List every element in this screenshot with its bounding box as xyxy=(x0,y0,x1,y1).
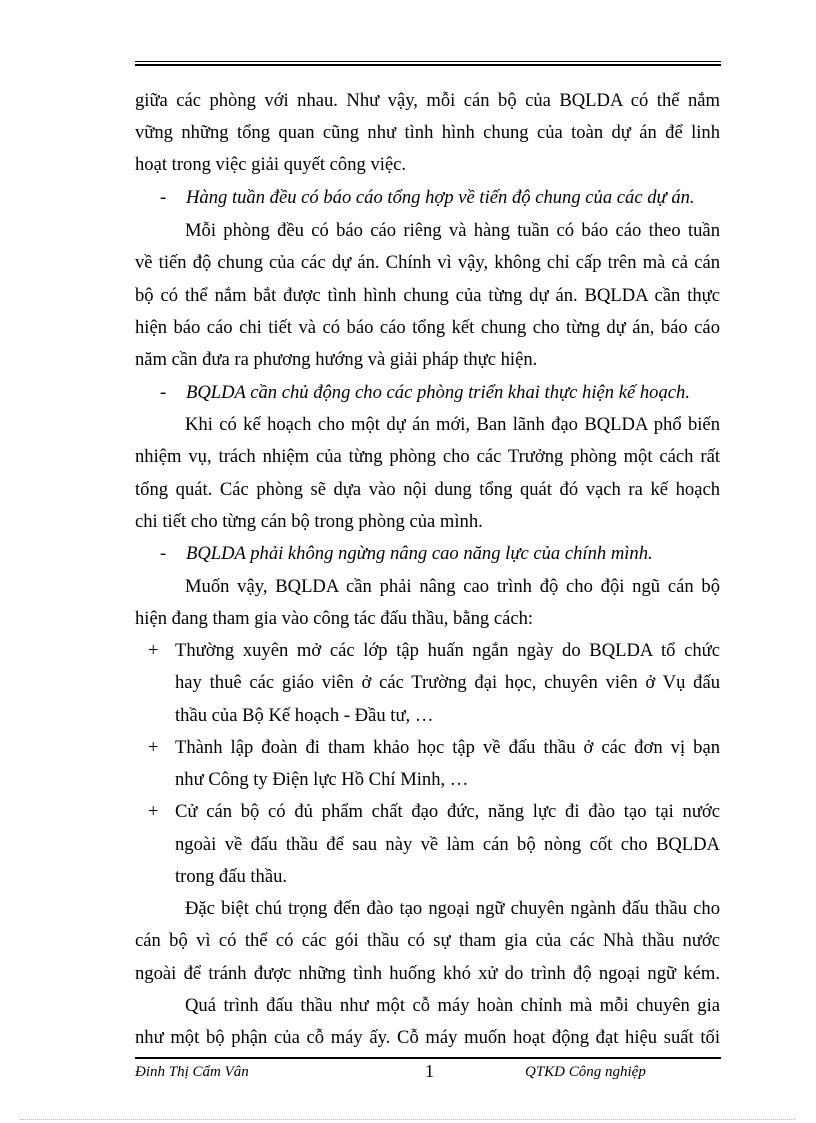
bullet-dash: - xyxy=(160,382,167,403)
sub-item-line: Thành lập đoàn đi tham khảo học tập về đấu thầu ở các đơn vị bạn xyxy=(175,737,720,758)
paragraph-line: bộ có thể nắm bắt được tình hình chung của từng dự án. BQLDA cần thực xyxy=(135,285,720,306)
sub-bullet-plus: + xyxy=(148,801,159,822)
paragraph-line: Quá trình đấu thầu như một cỗ máy hoàn chỉnh mà mỗi chuyên gia xyxy=(185,995,720,1016)
paragraph-line: vững những tổng quan cũng như tình hình chung của toàn dự án để linh xyxy=(135,122,720,143)
paragraph-line: về tiến độ chung của các dự án. Chính vì vậy, không chỉ cấp trên mà cả cán xyxy=(135,252,720,273)
paragraph-line: Khi có kế hoạch cho một dự án mới, Ban lãnh đạo BQLDA phổ biến xyxy=(185,414,720,435)
paragraph-line: tổng quát. Các phòng sẽ dựa vào nội dung tổng quát đó vạch ra kế hoạch xyxy=(135,479,720,500)
paragraph-line: Đặc biệt chú trọng đến đào tạo ngoại ngữ chuyên ngành đấu thầu cho xyxy=(185,898,720,919)
sub-item-line: ngoài về đấu thầu để sau này về làm cán bộ nòng cốt cho BQLDA xyxy=(175,834,720,855)
footer-author: Đinh Thị Cẩm Vân xyxy=(135,1064,249,1080)
paragraph-line: hoạt trong việc giải quyết công việc. xyxy=(135,154,407,175)
paragraph-line: nhiệm vụ, trách nhiệm của từng phòng cho các Trưởng phòng một cách rất xyxy=(135,446,720,467)
sub-item-line: Cử cán bộ có đủ phẩm chất đạo đức, năng lực đi đào tạo tại nước xyxy=(175,801,720,822)
paragraph-line: chi tiết cho từng cán bộ trong phòng của mình. xyxy=(135,511,483,532)
page-number: 1 xyxy=(425,1061,434,1081)
header-rule-thin xyxy=(135,61,721,62)
sub-item-line: hay thuê các giáo viên ở các Trường đại học, chuyên viên ở Vụ đấu xyxy=(175,672,720,693)
paragraph-line: Mỗi phòng đều có báo cáo riêng và hàng tuần có báo cáo theo tuần xyxy=(185,220,720,241)
bullet-heading: Hàng tuần đều có báo cáo tổng hợp về tiến độ chung của các dự án. xyxy=(186,187,695,208)
paragraph-line: cán bộ vì có thể có các gói thầu có sự tham gia của các Nhà thầu nước xyxy=(135,930,720,951)
sub-bullet-plus: + xyxy=(148,737,159,758)
paragraph-line: như một bộ phận của cỗ máy ấy. Cỗ máy muốn hoạt động đạt hiệu suất tối xyxy=(135,1027,720,1048)
sub-item-line: Thường xuyên mở các lớp tập huấn ngắn ngày do BQLDA tổ chức xyxy=(175,640,720,661)
paragraph-line: Muốn vậy, BQLDA cần phải nâng cao trình độ cho đội ngũ cán bộ xyxy=(185,576,720,597)
sub-item-line: trong đấu thầu. xyxy=(175,866,288,887)
bullet-dash: - xyxy=(160,543,167,564)
sub-item-line: như Công ty Điện lực Hồ Chí Minh, … xyxy=(175,769,469,790)
paragraph-line: năm cần đưa ra phương hướng và giải pháp thực hiện. xyxy=(135,349,538,370)
footer-department: QTKD Công nghiệp xyxy=(525,1064,646,1080)
paragraph-line: hiện đang tham gia vào công tác đấu thầu, bằng cách: xyxy=(135,608,534,629)
bullet-dash: - xyxy=(160,187,167,208)
header-rule-thick xyxy=(135,64,721,66)
page-edge-dotted-line xyxy=(20,1119,796,1120)
bullet-heading: BQLDA phải không ngừng nâng cao năng lực của chính mình. xyxy=(186,543,653,564)
paragraph-line: ngoài để tránh được những tình huống khó xử do trình độ ngoại ngữ kém. xyxy=(135,963,720,984)
sub-bullet-plus: + xyxy=(148,640,159,661)
footer-rule xyxy=(135,1057,721,1059)
paragraph-line: giữa các phòng với nhau. Như vậy, mỗi cán bộ của BQLDA có thể nắm xyxy=(135,90,720,111)
paragraph-line: hiện báo cáo chi tiết và có báo cáo tổng kết chung cho từng dự án, báo cáo xyxy=(135,317,720,338)
sub-item-line: thầu của Bộ Kế hoạch - Đầu tư, … xyxy=(175,705,434,726)
bullet-heading: BQLDA cần chủ động cho các phòng triển khai thực hiện kế hoạch. xyxy=(186,382,690,403)
